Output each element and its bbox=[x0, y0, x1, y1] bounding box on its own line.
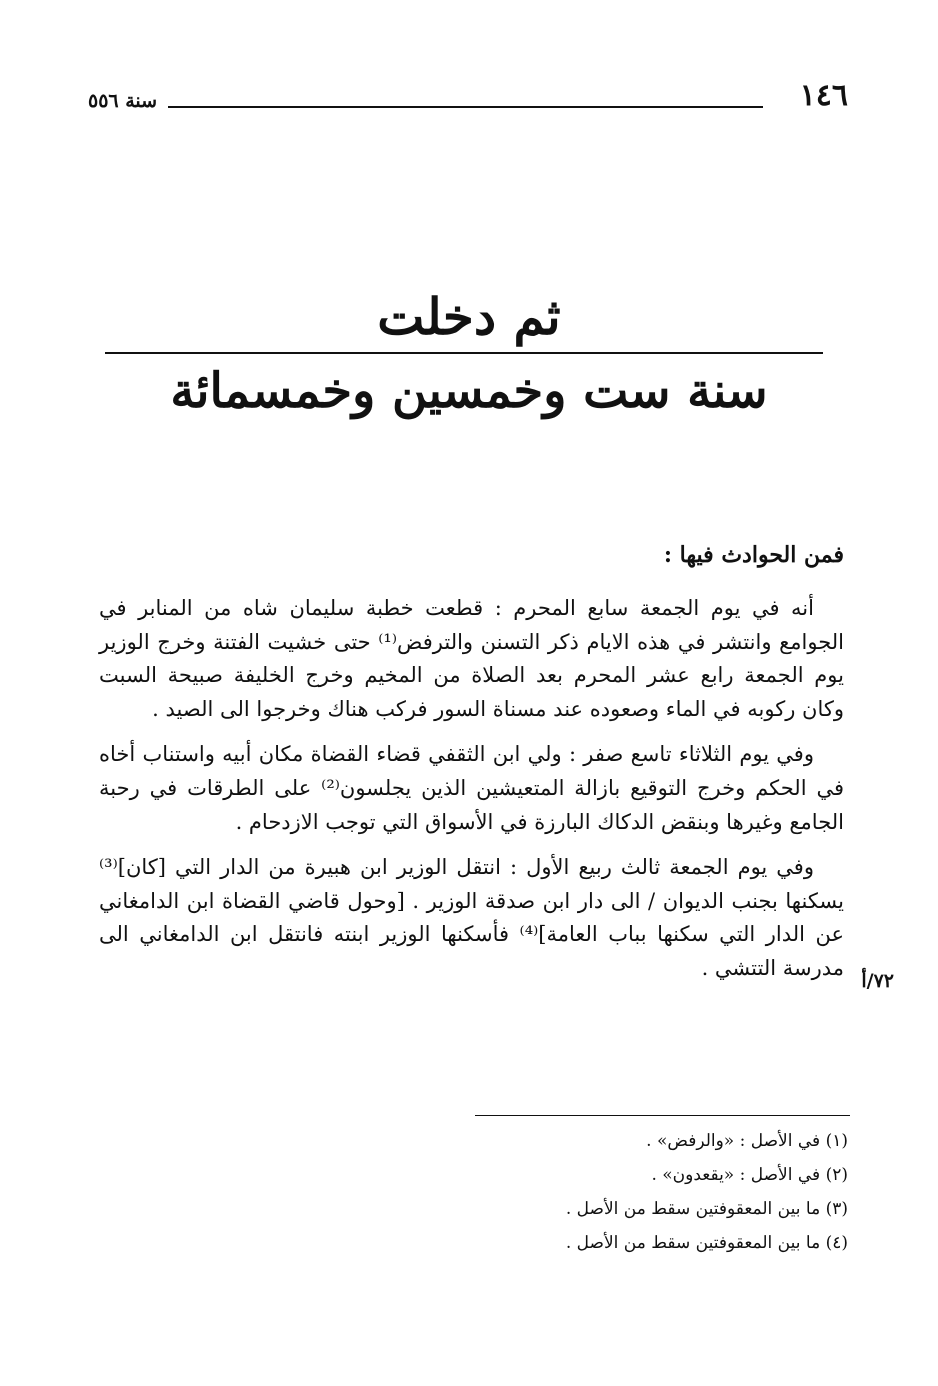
section-heading: فمن الحوادث فيها : bbox=[663, 542, 844, 568]
footnote: (١) في الأصل : «والرفض» . bbox=[646, 1131, 848, 1151]
footnotes bbox=[348, 1124, 848, 1260]
body-text bbox=[99, 592, 844, 998]
paragraph: وفي يوم الثلاثاء تاسع صفر : ولي ابن الثقفي قضاء القضاة مكان أبيه واستناب أخاه في الحكم وخرج التوقيع بازالة المتعيشين الذين يجلسون⁽²⁾ على الطرقات في رحبة الجامع وغيرها وبنقض الدكاك البارزة في الأسواق التي توجب الازدحام . bbox=[99, 742, 844, 834]
chapter-title-line-1: ثم دخلت bbox=[377, 287, 561, 346]
chapter-title-line-2: سنة ست وخمسين وخمسمائة bbox=[170, 363, 768, 419]
footnote: (٣) ما بين المعقوفتين سقط من الأصل . bbox=[565, 1199, 848, 1219]
manuscript-folio-note: ٧٢/أ bbox=[861, 970, 894, 992]
paragraph: وفي يوم الجمعة ثالث ربيع الأول : انتقل الوزير ابن هبيرة من الدار التي [كان]⁽³⁾ يسكنها بجنب الديوان / الى دار ابن صدقة الوزير . [وحول قاضي القضاة ابن الدامغاني عن الدار التي سكنها بباب العامة]⁽⁴⁾ فأسكنها الوزير ابنته فانتقل ابن الدامغاني الى مدرسة التتشي . bbox=[99, 855, 844, 980]
page-number: ١٤٦ bbox=[799, 78, 848, 113]
header-rule bbox=[168, 106, 763, 108]
footnote-rule bbox=[475, 1115, 850, 1116]
footnote: (٢) في الأصل : «يقعدون» . bbox=[651, 1165, 848, 1185]
title-divider bbox=[105, 352, 823, 354]
footnote: (٤) ما بين المعقوفتين سقط من الأصل . bbox=[565, 1233, 848, 1253]
paragraph: أنه في يوم الجمعة سابع المحرم : قطعت خطبة سليمان شاه من المنابر في الجوامع وانتشر في هذه الايام ذكر التسنن والترفض⁽¹⁾ حتى خشيت الفتنة وخرج الوزير يوم الجمعة رابع عشر المحرم بعد الصلاة من المخيم وخرج الخليفة صبيحة السبت وكان ركوبه في الماء وصعوده عند مسناة السور فركب هناك وخرجوا الى الصيد . bbox=[99, 596, 844, 721]
running-head: سنة ٥٥٦ bbox=[88, 90, 158, 112]
page-header bbox=[88, 78, 848, 118]
